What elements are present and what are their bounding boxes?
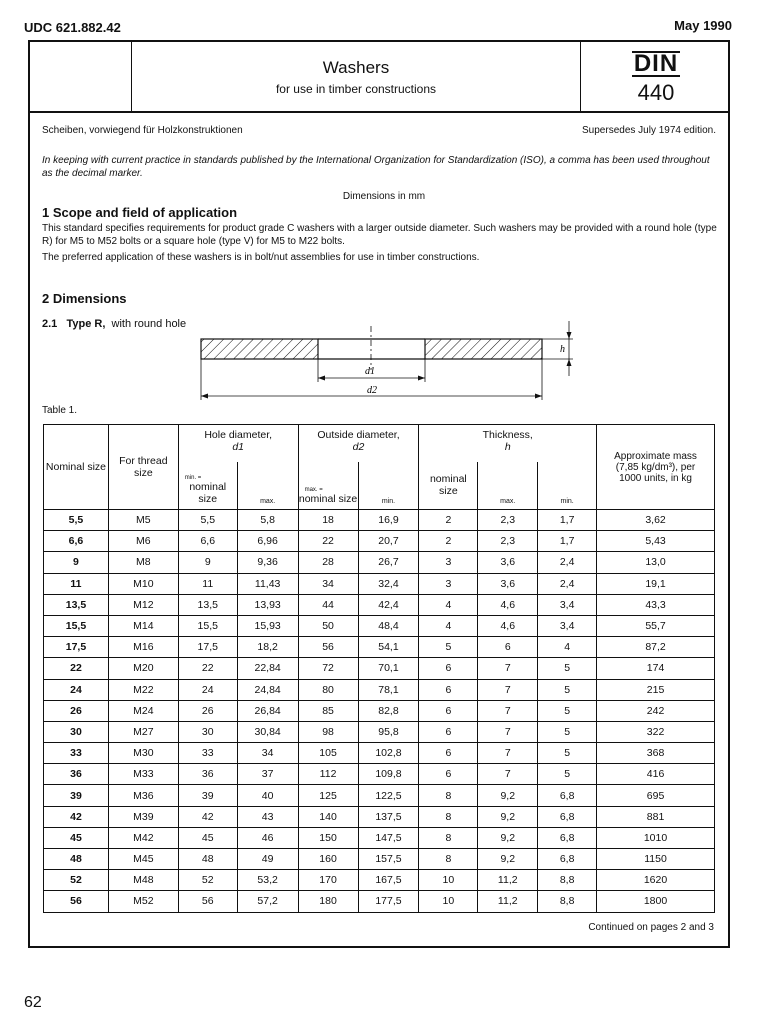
col-thickness	[419, 425, 597, 462]
table-cell: 7	[478, 721, 538, 742]
table-cell: 98	[298, 721, 358, 742]
table-cell: 6	[419, 658, 478, 679]
table-cell: 95,8	[358, 721, 419, 742]
table-cell: 37	[237, 764, 298, 785]
subsection-number: 2.1	[42, 318, 58, 330]
table-cell: 20,7	[358, 531, 419, 552]
table-cell: 55,7	[597, 615, 715, 636]
washer-section-left	[201, 339, 318, 359]
table-cell: 7	[478, 743, 538, 764]
table-cell: 48	[44, 849, 109, 870]
table-cell: 112	[298, 764, 358, 785]
table-cell: 17,5	[44, 637, 109, 658]
table-cell: 3,6	[478, 573, 538, 594]
table-cell: M48	[108, 870, 178, 891]
table-cell: 5,8	[237, 510, 298, 531]
outside-max-note: max. =	[304, 487, 323, 493]
table-cell: 11,2	[478, 891, 538, 912]
table-cell: 54,1	[358, 637, 419, 658]
table-cell: 44	[298, 594, 358, 615]
table-cell: M20	[108, 658, 178, 679]
table-cell: 4	[538, 637, 597, 658]
table-cell: 2	[419, 510, 478, 531]
table-cell: 52	[178, 870, 237, 891]
iso-note: In keeping with current practice in standards published by the International Organization for Standardization (ISO), a comma has been used throughout as the decimal marker.	[42, 155, 710, 179]
table-cell: 33	[44, 743, 109, 764]
table-cell: 36	[178, 764, 237, 785]
table-cell: 24	[178, 679, 237, 700]
table-row	[44, 700, 715, 721]
table-cell: 167,5	[358, 870, 419, 891]
table-cell: M16	[108, 637, 178, 658]
table-cell: 42	[44, 806, 109, 827]
table-cell: M39	[108, 806, 178, 827]
table-cell: M10	[108, 573, 178, 594]
table-cell: 322	[597, 721, 715, 742]
table-cell: 11	[178, 573, 237, 594]
table-cell: 39	[178, 785, 237, 806]
table-cell: 80	[298, 679, 358, 700]
table-cell: 22	[178, 658, 237, 679]
continued-note: Continued on pages 2 and 3	[588, 922, 714, 933]
table-cell: M30	[108, 743, 178, 764]
table-cell: 49	[237, 849, 298, 870]
table-cell: 4	[419, 615, 478, 636]
outside-nominal-label: nominal size	[298, 493, 358, 505]
table-row	[44, 637, 715, 658]
table-cell: 10	[419, 870, 478, 891]
table-cell: 4,6	[478, 594, 538, 615]
table-cell: 8	[419, 827, 478, 848]
table-cell: 8,8	[538, 870, 597, 891]
table-cell: 8	[419, 806, 478, 827]
table-row	[44, 658, 715, 679]
section-2-heading: 2 Dimensions	[42, 291, 127, 306]
table-cell: 26,84	[237, 700, 298, 721]
document-subtitle: for use in timber constructions	[275, 82, 437, 96]
table-cell: 10	[419, 891, 478, 912]
table-cell: 43,3	[597, 594, 715, 615]
col-nominal-size: Nominal size	[44, 425, 109, 510]
subcol-thickness-min: min.	[538, 462, 597, 510]
table-cell: 1,7	[538, 510, 597, 531]
table-cell: 2,3	[478, 531, 538, 552]
table-cell: 18,2	[237, 637, 298, 658]
table-cell: 34	[237, 743, 298, 764]
label-d1: d1	[365, 366, 375, 377]
table-cell: 11,2	[478, 870, 538, 891]
table-cell: 1150	[597, 849, 715, 870]
din-logo-text: DIN	[633, 50, 679, 77]
table-cell: M33	[108, 764, 178, 785]
table-cell: 26,7	[358, 552, 419, 573]
table-cell: 24	[44, 679, 109, 700]
table-cell: 7	[478, 658, 538, 679]
table-cell: 45	[44, 827, 109, 848]
subsection-type: Type R,	[66, 318, 106, 330]
table-cell: 6,6	[44, 531, 109, 552]
table-cell: 5	[538, 743, 597, 764]
table-cell: 2,3	[478, 510, 538, 531]
table-cell: 13,0	[597, 552, 715, 573]
washer-section-right	[425, 339, 542, 359]
subcol-thickness-nominal: nominal size	[419, 462, 478, 510]
table-cell: 9,2	[478, 849, 538, 870]
outside-diameter-label: Outside diameter,	[317, 429, 400, 441]
table-cell: 6,8	[538, 849, 597, 870]
table-cell: M42	[108, 827, 178, 848]
table-cell: 215	[597, 679, 715, 700]
german-title: Scheiben, vorwiegend für Holzkonstruktionen	[42, 125, 243, 136]
table-cell: 53,2	[237, 870, 298, 891]
table-cell: 6	[419, 700, 478, 721]
table-row	[44, 891, 715, 912]
table-body	[44, 510, 715, 913]
table-cell: 15,5	[44, 615, 109, 636]
table-cell: 15,5	[178, 615, 237, 636]
table-cell: 32,4	[358, 573, 419, 594]
page-number: 62	[24, 994, 42, 1011]
table-cell: 39	[44, 785, 109, 806]
table-cell: 48	[178, 849, 237, 870]
hole-min-note: min. =	[184, 475, 202, 481]
table-cell: 3,62	[597, 510, 715, 531]
table-cell: 16,9	[358, 510, 419, 531]
table-cell: 137,5	[358, 806, 419, 827]
thickness-label: Thickness,	[482, 429, 533, 441]
table-cell: 122,5	[358, 785, 419, 806]
table-row	[44, 552, 715, 573]
table-cell: 15,93	[237, 615, 298, 636]
table-cell: 36	[44, 764, 109, 785]
table-cell: 3	[419, 573, 478, 594]
table-cell: 3,6	[478, 552, 538, 573]
table-cell: 2	[419, 531, 478, 552]
din-logo	[582, 50, 730, 78]
table-cell: 5	[538, 764, 597, 785]
table-cell: 7	[478, 679, 538, 700]
table-cell: 180	[298, 891, 358, 912]
table-cell: 26	[178, 700, 237, 721]
table-cell: 5,5	[44, 510, 109, 531]
table-cell: 2,4	[538, 573, 597, 594]
table-cell: 102,8	[358, 743, 419, 764]
table-row	[44, 743, 715, 764]
table-cell: M45	[108, 849, 178, 870]
table-cell: 140	[298, 806, 358, 827]
table-cell: 70,1	[358, 658, 419, 679]
table-cell: M12	[108, 594, 178, 615]
table-cell: 46	[237, 827, 298, 848]
table-cell: 5,43	[597, 531, 715, 552]
table-cell: 6,96	[237, 531, 298, 552]
hole-diameter-label: Hole diameter,	[204, 429, 273, 441]
hole-diameter-symbol: d1	[232, 441, 245, 453]
label-d2: d2	[367, 385, 377, 396]
table-row	[44, 531, 715, 552]
table-cell: 7	[478, 764, 538, 785]
table-cell: 24,84	[237, 679, 298, 700]
table-cell: 48,4	[358, 615, 419, 636]
table-cell: 5	[538, 721, 597, 742]
outside-diameter-symbol: d2	[352, 441, 365, 453]
table-cell: 147,5	[358, 827, 419, 848]
subcol-hole-nominal	[178, 462, 237, 510]
table-cell: 1800	[597, 891, 715, 912]
table-cell: 5	[538, 700, 597, 721]
table-cell: 33	[178, 743, 237, 764]
table-cell: 22	[44, 658, 109, 679]
table-cell: M27	[108, 721, 178, 742]
table-cell: 56	[44, 891, 109, 912]
table-cell: 8,8	[538, 891, 597, 912]
table-cell: 45	[178, 827, 237, 848]
subcol-hole-max: max.	[237, 462, 298, 510]
table-cell: 87,2	[597, 637, 715, 658]
table-cell: 2,4	[538, 552, 597, 573]
table-cell: 52	[44, 870, 109, 891]
table-cell: 57,2	[237, 891, 298, 912]
table-cell: 30	[178, 721, 237, 742]
table-cell: 50	[298, 615, 358, 636]
table-cell: 78,1	[358, 679, 419, 700]
table-cell: 368	[597, 743, 715, 764]
table-cell: 17,5	[178, 637, 237, 658]
table-cell: 125	[298, 785, 358, 806]
table-cell: 6	[419, 679, 478, 700]
table-cell: 8	[419, 849, 478, 870]
table-cell: 242	[597, 700, 715, 721]
table-cell: 881	[597, 806, 715, 827]
issue-date: May 1990	[674, 18, 732, 33]
table-row	[44, 721, 715, 742]
table-row	[44, 870, 715, 891]
subsection-2-1-heading	[42, 318, 186, 330]
scope-paragraph-2: The preferred application of these washers is in bolt/nut assemblies for use in timber constructions.	[42, 252, 480, 263]
table-row	[44, 785, 715, 806]
table-cell: 6	[419, 721, 478, 742]
table-row	[44, 827, 715, 848]
table-cell: 6,6	[178, 531, 237, 552]
table-cell: 82,8	[358, 700, 419, 721]
table-cell: 9	[178, 552, 237, 573]
table-cell: M22	[108, 679, 178, 700]
table-row	[44, 806, 715, 827]
supersedes-note: Supersedes July 1974 edition.	[582, 125, 716, 136]
col-outside-diameter	[298, 425, 419, 462]
subcol-outside-min: min.	[358, 462, 419, 510]
table-cell: 22	[298, 531, 358, 552]
table-cell: 109,8	[358, 764, 419, 785]
table-cell: 160	[298, 849, 358, 870]
table-cell: 43	[237, 806, 298, 827]
table-cell: 170	[298, 870, 358, 891]
table-cell: 3	[419, 552, 478, 573]
table-cell: 5,5	[178, 510, 237, 531]
table-cell: M14	[108, 615, 178, 636]
table-cell: 416	[597, 764, 715, 785]
table-cell: 9,36	[237, 552, 298, 573]
header-divider-right	[580, 40, 581, 112]
table-caption: Table 1.	[42, 405, 78, 416]
table-cell: 13,93	[237, 594, 298, 615]
table-cell: 13,5	[178, 594, 237, 615]
table-cell: 3,4	[538, 594, 597, 615]
section-1-heading: 1 Scope and field of application	[42, 205, 238, 220]
thickness-symbol: h	[504, 441, 511, 453]
header-divider	[28, 111, 730, 113]
table-cell: 6	[419, 764, 478, 785]
table-cell: 157,5	[358, 849, 419, 870]
table-cell: 85	[298, 700, 358, 721]
table-cell: 5	[538, 679, 597, 700]
table-cell: 6,8	[538, 806, 597, 827]
col-thread-size: For thread size	[108, 425, 178, 510]
table-cell: 30,84	[237, 721, 298, 742]
document-title: Washers	[322, 58, 390, 77]
table-cell: 56	[178, 891, 237, 912]
table-cell: M36	[108, 785, 178, 806]
table-cell: 8	[419, 785, 478, 806]
table-cell: 6	[419, 743, 478, 764]
table-cell: 34	[298, 573, 358, 594]
table-cell: 28	[298, 552, 358, 573]
table-cell: 6	[478, 637, 538, 658]
table-cell: 105	[298, 743, 358, 764]
col-hole-diameter	[178, 425, 298, 462]
table-cell: 4,6	[478, 615, 538, 636]
washer-drawing	[195, 318, 585, 404]
table-row	[44, 679, 715, 700]
table-cell: 1,7	[538, 531, 597, 552]
table-cell: 30	[44, 721, 109, 742]
subcol-outside-nominal	[298, 462, 358, 510]
subcol-thickness-max: max.	[478, 462, 538, 510]
table-cell: 42,4	[358, 594, 419, 615]
col-approx-mass: Approximate mass (7,85 kg/dm³), per 1000 units, in kg	[597, 425, 715, 510]
table-cell: M8	[108, 552, 178, 573]
dimensions-note: Dimensions in mm	[342, 191, 426, 202]
table-cell: 7	[478, 700, 538, 721]
table-cell: 11,43	[237, 573, 298, 594]
table-cell: 1620	[597, 870, 715, 891]
table-cell: 72	[298, 658, 358, 679]
table-cell: 9,2	[478, 827, 538, 848]
table-cell: 40	[237, 785, 298, 806]
table-row	[44, 510, 715, 531]
label-h: h	[560, 344, 565, 355]
table-cell: 18	[298, 510, 358, 531]
table-cell: 56	[298, 637, 358, 658]
table-cell: 4	[419, 594, 478, 615]
table-row	[44, 849, 715, 870]
table-cell: 5	[538, 658, 597, 679]
table-cell: 150	[298, 827, 358, 848]
table-cell: 9,2	[478, 785, 538, 806]
table-cell: 11	[44, 573, 109, 594]
table-row	[44, 764, 715, 785]
din-number: 440	[637, 80, 675, 105]
table-cell: M5	[108, 510, 178, 531]
table-cell: 3,4	[538, 615, 597, 636]
table-cell: 26	[44, 700, 109, 721]
udc-code: UDC 621.882.42	[24, 20, 121, 35]
scope-paragraph-1: This standard specifies requirements for product grade C washers with a larger outside diameter. Such washers may be provided with a round hole (type R) for M5 to M52 bolts or a square hole (type V) for M5 to M22 bolts.	[42, 223, 717, 247]
hole-nominal-label: nominal size	[189, 481, 227, 505]
table-cell: M6	[108, 531, 178, 552]
table-row	[44, 594, 715, 615]
table-cell: 19,1	[597, 573, 715, 594]
table-row	[44, 573, 715, 594]
subsection-desc: with round hole	[111, 318, 187, 330]
table-cell: 22,84	[237, 658, 298, 679]
table-cell: M52	[108, 891, 178, 912]
table-cell: 6,8	[538, 785, 597, 806]
washer-dimensions-table	[43, 424, 715, 913]
table-cell: 5	[419, 637, 478, 658]
table-cell: M24	[108, 700, 178, 721]
table-cell: 1010	[597, 827, 715, 848]
table-cell: 177,5	[358, 891, 419, 912]
table-cell: 695	[597, 785, 715, 806]
table-cell: 9,2	[478, 806, 538, 827]
table-row	[44, 615, 715, 636]
table-cell: 42	[178, 806, 237, 827]
table-cell: 174	[597, 658, 715, 679]
table-cell: 9	[44, 552, 109, 573]
table-cell: 13,5	[44, 594, 109, 615]
table-cell: 6,8	[538, 827, 597, 848]
